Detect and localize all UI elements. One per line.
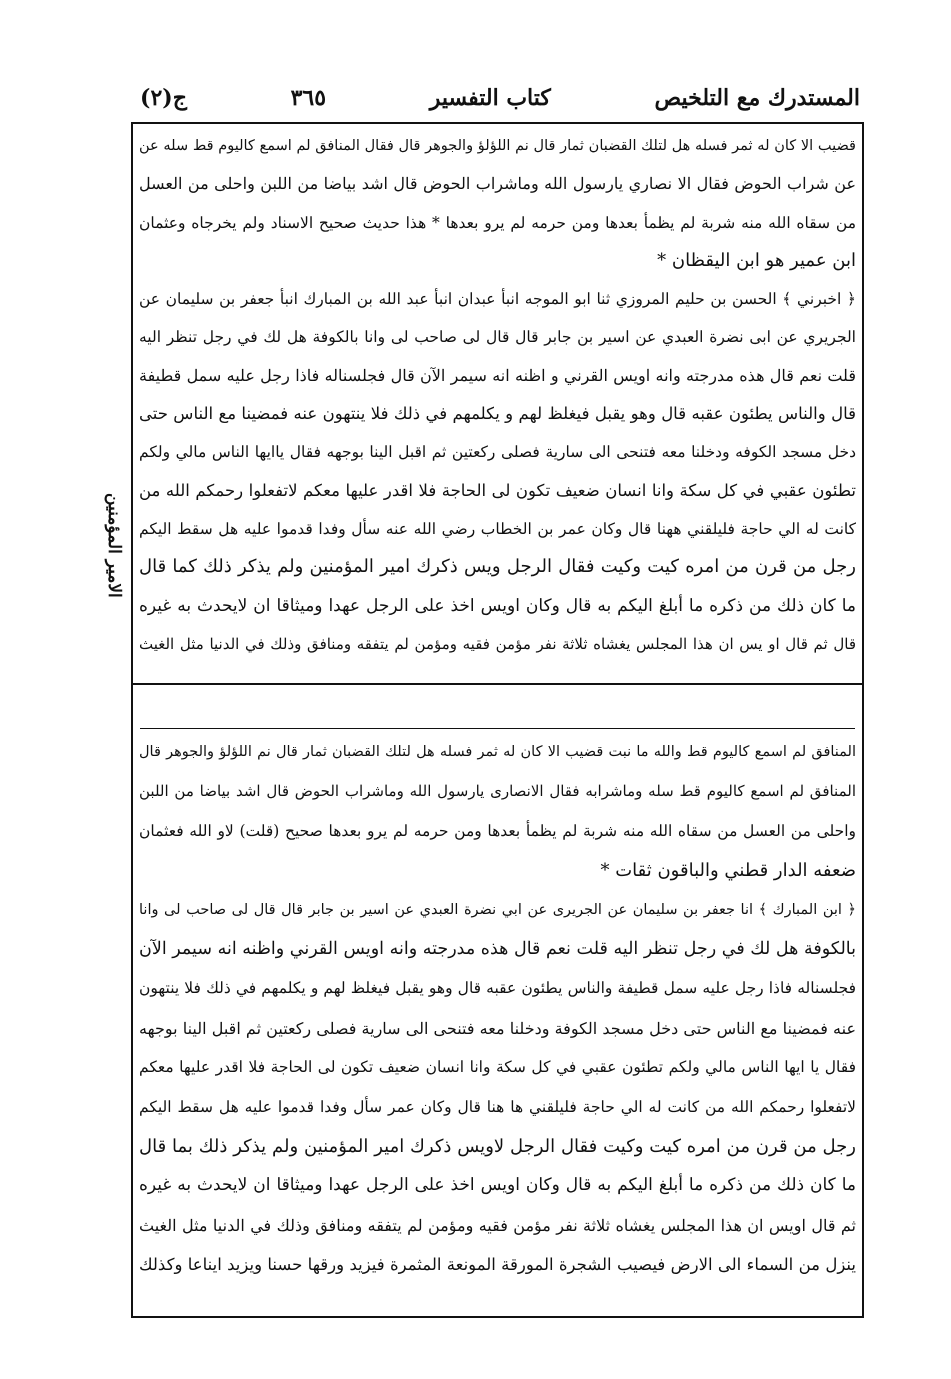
text-line: قلت نعم قال هذه مدرجته وانه اويس القرني و اظنه انه سيمر الآن قال فجلسناله فاذا رجل عليه سمل قطيفة: [139, 365, 856, 385]
text-line: ثم قال اويس ان هذا المجلس يغشاه ثلاثة نفر مؤمن فقيه ومؤمن لم يتفقه ومنافق وذلك في الدنيا مثل الغيث: [139, 1215, 856, 1235]
text-line: قال والناس يطئون عقبه قال وهو يقبل فيغلظ لهم و يكلمهم في ذلك فلا ينتهون عنه فمضينا مع الناس حتى: [139, 404, 856, 424]
book-title: كتاب التفسير: [429, 85, 551, 111]
text-line: ينزل من السماء الى الارض فيصيب الشجرة المورقة المونعة المثمرة فيزيد ورقها حسنا ويزيد ايناعا وكذلك: [139, 1255, 856, 1275]
text-line: فقال يا ايها الناس مالي ولكم تطئون عقبي في كل سكة وانا انسان ضعيف تكون لى الحاجة فلا اقدر عليها معكم: [139, 1058, 856, 1077]
text-line: ضعفه الدار قطني والباقون ثقات *: [600, 860, 856, 882]
text-line: دخل مسجد الكوفه ودخلنا معه فتنحى الى سارية فصلى ركعتين ثم اقبل الينا بوجهه فقال ياايها الناس مالي ولكم: [139, 443, 856, 462]
text-line: بالكوفة هل لك في رجل تنظر اليه قلت نعم قال هذه مدرجته وانه اويس القرني واظنه انه سيمر الآن: [139, 938, 856, 959]
text-line: قال ثم قال او يس ان هذا المجلس يغشاه ثلاثة نفر مؤمن فقيه ومؤمن لم يتفقه ومنافق وذلك في الدنيا مثل الغيث: [139, 634, 856, 653]
page-header: [140, 78, 860, 118]
text-line: من سقاه الله منه شربة لم يظمأ بعدها ومن حرمه لم يرو بعدها * هذا حديث صحيح الاسناد ولم يخرجاه وعثمان: [139, 213, 856, 232]
margin-note: الامير المؤمنين: [104, 492, 124, 598]
text-line: المنافق لم اسمع كاليوم قط سله وماشرابه فقال الانصارى يارسول الله وماشراب الحوض قال اشد بياضا من اللبن: [139, 782, 856, 801]
text-line: ابن عمير هو ابن اليقظان *: [657, 249, 856, 271]
volume-label: ج(٢): [140, 85, 187, 111]
text-line: عن شراب الحوض فقال الا نصاري يارسول الله وماشراب الحوض قال اشد بياضا من اللبن واحلى من العسل: [139, 174, 856, 194]
section-divider: [131, 683, 864, 685]
text-line: المنافق لم اسمع كاليوم قط والله ما نبت قضيب الا كان له ثمر فسله هل لتلك القضبان ثمار قال نم اللؤلؤ والجوهر قال: [139, 744, 856, 760]
text-line: رجل من قرن من امره كيت وكيت فقال الرجل ويس ذكرك امير المؤمنين ولم يذكر ذلك كما قال: [139, 556, 856, 578]
text-line: ما كان ذلك من ذكره ما أبلغ اليكم به قال وكان اويس اخذ على الرجل عهدا وميثاقا ان لايحدث به غيره: [139, 595, 856, 616]
text-line: كانت له الي حاجة فليلقني ههنا قال وكان عمر بن الخطاب رضي الله عنه سأل وفدا قدموا عليه هل سقط اليكم: [139, 519, 856, 538]
text-line: فجلسناله فاذا رجل عليه سمل قطيفة والناس يطئون عقبه قال وهو يقبل فيغلظ لهم و يكلمهم في ذلك فلا ينتهون: [139, 979, 856, 998]
source-title: المستدرك مع التلخيص: [654, 85, 860, 111]
text-line: واحلى من العسل من سقاه الله منه شربة لم يظمأ بعدها ومن حرمه لم يرو بعدها صحيح (قلت) لاو الله فعثمان: [139, 821, 856, 840]
text-line: ﴿ ابن المبارك ﴾ انا جعفر بن سليمان عن الجريرى عن ابي نضرة العبدي عن اسير بن جابر قال قال لى صاحب لى وانا: [139, 901, 856, 918]
text-line: تطئون عقبي في كل سكة وانا انسان ضعيف تكون لى الحاجة فلا اقدر عليها معكم لاتفعلوا رحمكم الله من: [139, 480, 856, 500]
page-number: ٣٦٥: [290, 85, 327, 111]
mustadrak-text: [139, 127, 856, 663]
text-line: ﴿ اخبرني ﴾ الحسن بن حليم المروزي ثنا ابو الموجه انبأ عبدان انبأ عبد الله بن المبارك انبأ جعفر بن سليمان عن: [139, 290, 856, 309]
text-line: عنه فمضينا مع الناس حتى دخل مسجد الكوفة ودخلنا معه فتنحى الى سارية فصلى ركعتين ثم اقبل الينا بوجهه: [139, 1018, 856, 1038]
talkhis-text: [139, 733, 856, 1284]
text-line: الجريري عن ابى نضرة العبدي عن اسير بن جابر قال قال لى صاحب لى وانا بالكوفة هل لك في رجل تنظر اليه: [139, 328, 856, 347]
text-line: قضيب الا كان له ثمر فسله هل لتلك القضبان ثمار قال نم اللؤلؤ والجوهر قال فقال المنافق لم اسمع كاليوم قط سله عن: [139, 138, 856, 154]
text-line: رجل من قرن من امره كيت وكيت فقال الرجل لاويس ذكرك امير المؤمنين ولم يذكر ذلك بما قال: [139, 1135, 856, 1157]
footnote-rule: [140, 728, 855, 729]
text-line: لاتفعلوا رحمكم الله من كانت له الي حاجة فليلقني ها هنا قال وكان عمر سأل وفدا قدموا عليه هل سقط اليكم: [139, 1097, 856, 1116]
text-line: ما كان ذلك من ذكره ما أبلغ اليكم به قال وكان اويس اخذ على الرجل عهدا وميثاقا ان لايحدث به غيره: [139, 1175, 856, 1196]
